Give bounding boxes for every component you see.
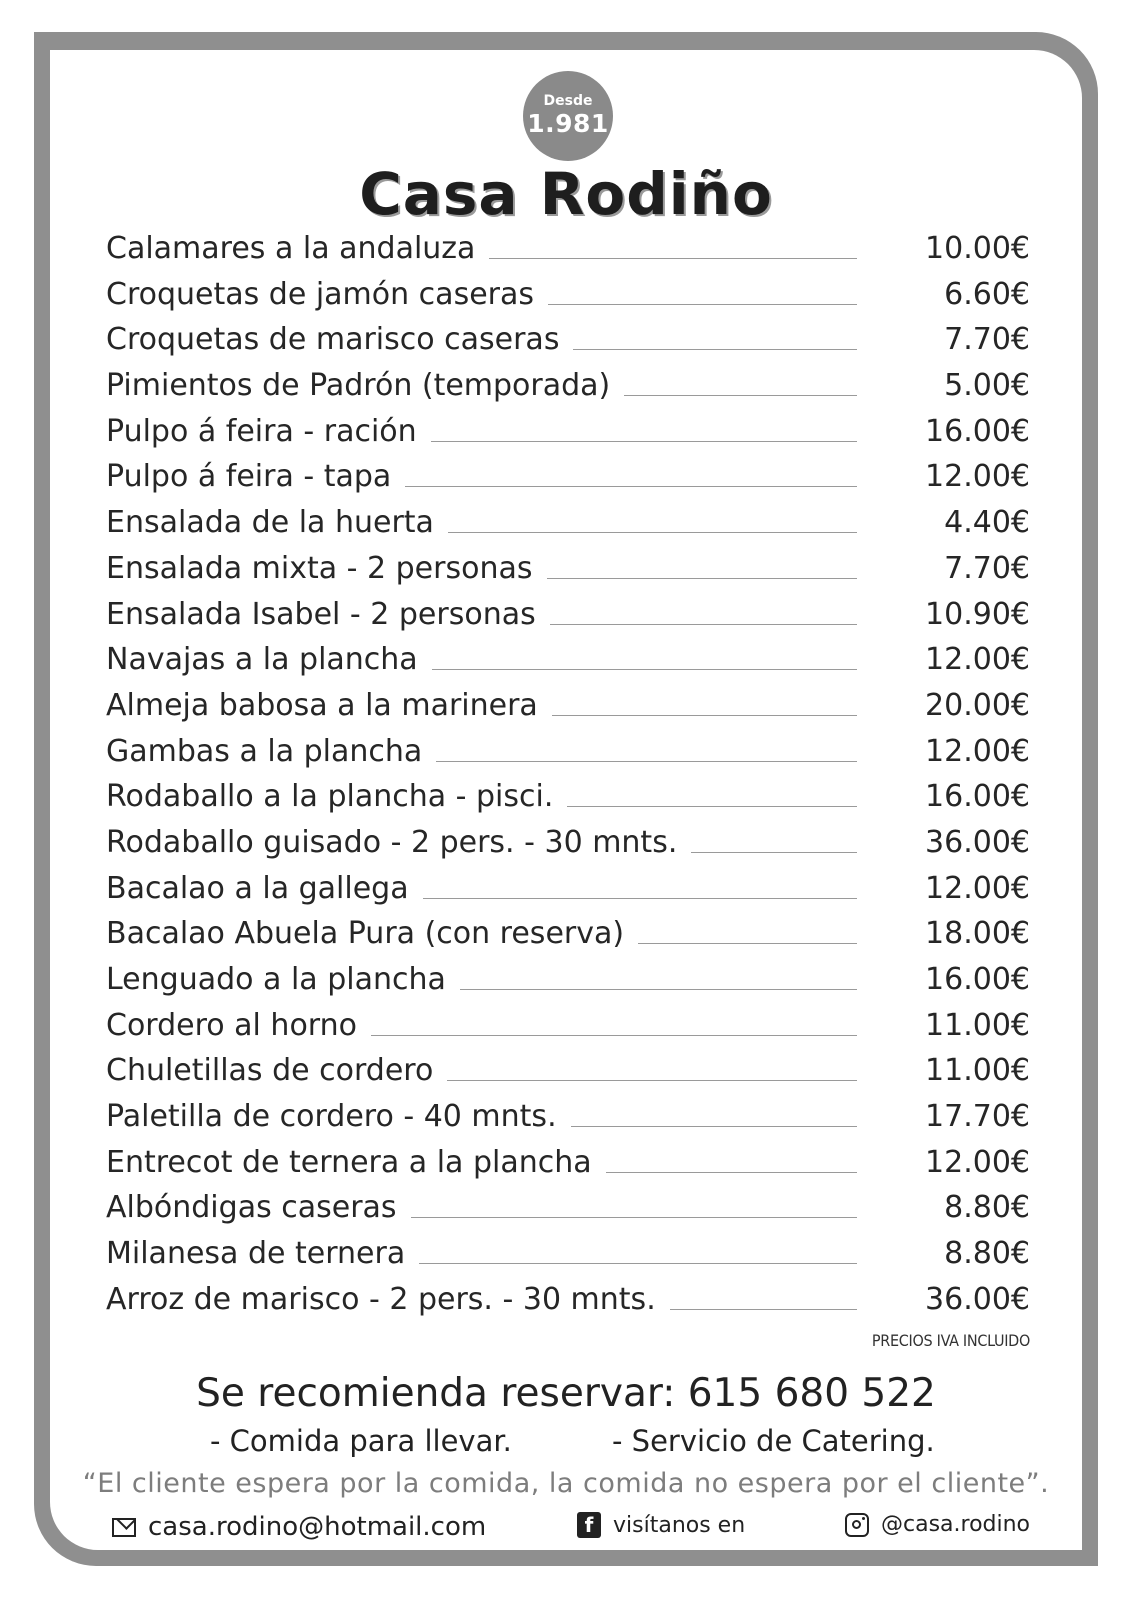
menu-item-name: Ensalada de la huerta (106, 504, 448, 542)
menu-item (106, 230, 1030, 276)
menu-item-name: Milanesa de ternera (106, 1235, 419, 1273)
menu-item-price: 10.90€ (925, 596, 1030, 632)
menu-item-name: Paletilla de cordero - 40 mnts. (106, 1098, 571, 1136)
badge-since-label: Desde (543, 93, 593, 109)
menu-item-name: Bacalao a la gallega (106, 870, 423, 908)
menu-item-name: Pulpo á feira - ración (106, 413, 431, 451)
restaurant-title: Casa Rodiño (359, 160, 773, 228)
menu-item (106, 596, 1030, 642)
menu-item (106, 550, 1030, 596)
menu-item-name: Chuletillas de cordero (106, 1052, 447, 1090)
facebook-label: visítanos en (613, 1512, 746, 1538)
menu-item-price: 36.00€ (925, 1281, 1030, 1317)
menu-item-price: 20.00€ (925, 687, 1030, 723)
menu-item-name: Lenguado a la plancha (106, 961, 460, 999)
menu-item-price: 8.80€ (944, 1236, 1030, 1272)
service-catering: - Servicio de Catering. (612, 1424, 935, 1458)
menu-item-name: Cordero al horno (106, 1007, 371, 1045)
menu-item-price: 12.00€ (925, 642, 1030, 678)
menu-item-price: 16.00€ (925, 779, 1030, 815)
menu-item-price: 5.00€ (944, 368, 1030, 404)
menu-item-price: 4.40€ (944, 505, 1030, 541)
menu-item-price: 7.70€ (944, 322, 1030, 358)
badge-year: 1.981 (527, 109, 609, 138)
menu-item (106, 1235, 1030, 1281)
menu-item-name: Calamares a la andaluza (106, 230, 489, 268)
menu-item (106, 870, 1030, 916)
menu-item (106, 733, 1030, 779)
mail-icon (112, 1518, 136, 1537)
menu-item (106, 367, 1030, 413)
reservation-phone: Se recomienda reservar: 615 680 522 (196, 1371, 936, 1416)
menu-item-price: 12.00€ (925, 1144, 1030, 1180)
menu-item-name: Albóndigas caseras (106, 1189, 411, 1227)
menu-item (106, 915, 1030, 961)
menu-item-name: Rodaballo a la plancha - pisci. (106, 778, 567, 816)
menu-item-price: 12.00€ (925, 733, 1030, 769)
menu-item-price: 11.00€ (925, 1007, 1030, 1043)
menu-item (106, 778, 1030, 824)
menu-item-price: 36.00€ (925, 824, 1030, 860)
menu-item-price: 12.00€ (925, 459, 1030, 495)
menu-item (106, 1098, 1030, 1144)
motto-quote: “El cliente espera por la comida, la comida no espera por el cliente”. (82, 1468, 1050, 1499)
menu-item (106, 321, 1030, 367)
facebook-contact[interactable] (577, 1512, 745, 1538)
facebook-icon: f (577, 1512, 601, 1538)
menu-item (106, 276, 1030, 322)
menu-item (106, 687, 1030, 733)
menu-item-name: Rodaballo guisado - 2 pers. - 30 mnts. (106, 824, 691, 862)
menu-item-name: Entrecot de ternera a la plancha (106, 1144, 606, 1182)
instagram-handle: @casa.rodino (881, 1512, 1031, 1537)
menu-item-name: Croquetas de jamón caseras (106, 276, 548, 314)
menu-item-name: Pimientos de Padrón (temporada) (106, 367, 624, 405)
menu-item-name: Ensalada mixta - 2 personas (106, 550, 547, 588)
menu-item (106, 824, 1030, 870)
menu-item-name: Bacalao Abuela Pura (con reserva) (106, 915, 638, 953)
tax-note: PRECIOS IVA INCLUIDO (871, 1331, 1030, 1350)
menu-item-price: 11.00€ (925, 1053, 1030, 1089)
menu-item-name: Almeja babosa a la marinera (106, 687, 552, 725)
menu-item-name: Ensalada Isabel - 2 personas (106, 596, 550, 634)
menu-item (106, 458, 1030, 504)
menu-item-price: 17.70€ (925, 1099, 1030, 1135)
menu-item-price: 16.00€ (925, 962, 1030, 997)
instagram-contact[interactable] (845, 1512, 1030, 1537)
menu-item (106, 641, 1030, 687)
menu-item (106, 961, 1030, 1007)
menu-item (106, 1007, 1030, 1053)
menu-list (106, 230, 1030, 1327)
menu-item (106, 1189, 1030, 1235)
instagram-icon (845, 1513, 869, 1537)
menu-item-name: Pulpo á feira - tapa (106, 458, 405, 496)
menu-item-name: Arroz de marisco - 2 pers. - 30 mnts. (106, 1281, 670, 1319)
menu-item (106, 1052, 1030, 1098)
since-badge (523, 71, 613, 161)
menu-item-name: Gambas a la plancha (106, 733, 436, 771)
menu-item (106, 413, 1030, 459)
service-takeaway: - Comida para llevar. (210, 1424, 512, 1458)
menu-item-price: 18.00€ (925, 916, 1030, 952)
menu-item-price: 8.80€ (944, 1190, 1030, 1226)
menu-item (106, 1281, 1030, 1327)
menu-item-price: 16.00€ (925, 413, 1030, 449)
email-address: casa.rodino@hotmail.com (148, 1512, 487, 1542)
menu-item-name: Croquetas de marisco caseras (106, 321, 573, 359)
contact-footer (0, 1512, 1132, 1552)
menu-item-name: Navajas a la plancha (106, 641, 432, 679)
menu-item-price: 7.70€ (944, 550, 1030, 586)
menu-item (106, 1144, 1030, 1190)
menu-item-price: 10.00€ (925, 231, 1030, 266)
email-contact[interactable] (112, 1512, 486, 1542)
menu-item (106, 504, 1030, 550)
menu-item-price: 6.60€ (944, 276, 1030, 312)
menu-item-price: 12.00€ (925, 870, 1030, 906)
